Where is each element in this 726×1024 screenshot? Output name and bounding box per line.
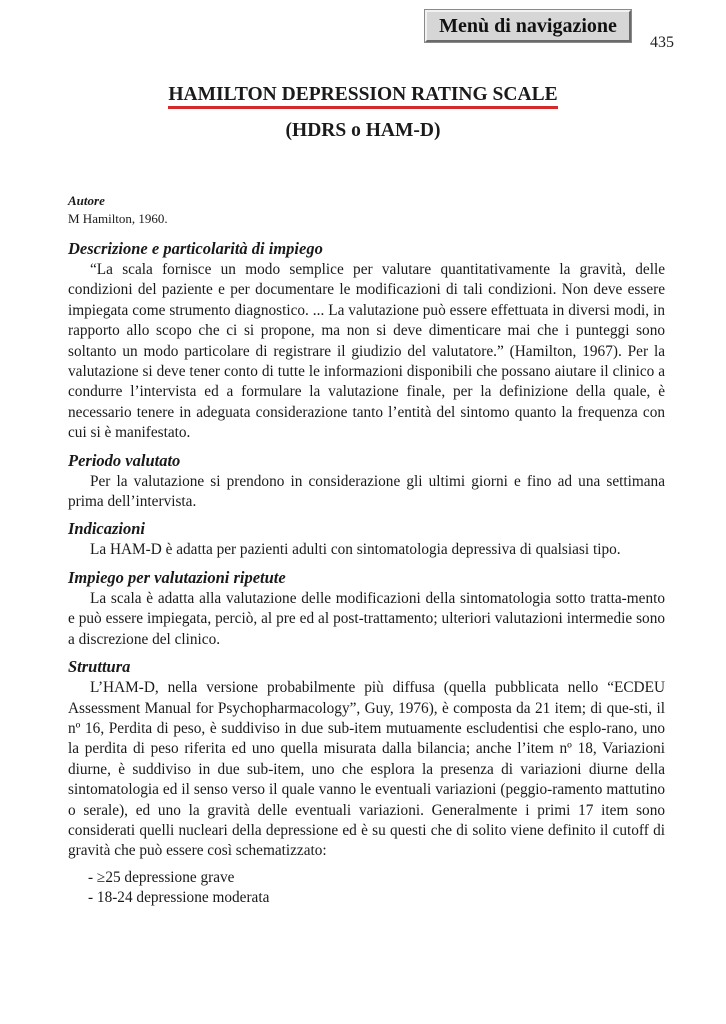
section-text-impiego: La scala è adatta alla valutazione delle modificazioni della sintomatologia sotto tratta-mento e può essere impiegata, perciò, al pre ed al post-trattamento; ulteriori valutazioni intermedie sono a discrezione del clinico. xyxy=(68,589,665,648)
list-item: - 18-24 depressione moderata xyxy=(88,889,270,907)
section-text-periodo: Per la valutazione si prendono in considerazione gli ultimi giorni e fino ad una settimana prima dell’intervista. xyxy=(68,472,665,511)
page-title xyxy=(0,83,726,109)
section-text-descrizione: “La scala fornisce un modo semplice per valutare quantitativamente la gravità, delle condizioni del paziente e per documentare le modificazioni di tali condizioni. Non deve essere impiegata come strumento diagnostico. ... La valutazione può essere effettuata in diversi modi, in rapporto allo scopo che ci si propone, ma non si deve dimenticare mai che i punteggi sono soltanto un modo particolare di registrare il giudizio del valutatore.” (Hamilton, 1967). Per la valutazione si deve tener conto di tutte le informazioni disponibili che possano aiutare il clinico a condurre l’intervista ed a formulare la valutazione finale, per la definizione della quale, è necessario tenere in adeguata considerazione tanto l’entità del sintomo quanto la frequenza con cui si è manifestato. xyxy=(68,261,665,442)
navigation-menu-button[interactable]: Menù di navigazione xyxy=(425,10,631,42)
section-heading-struttura: Struttura xyxy=(68,657,131,677)
section-heading-periodo: Periodo valutato xyxy=(68,450,181,470)
page-title-text: HAMILTON DEPRESSION RATING SCALE xyxy=(168,83,557,109)
author-value: M Hamilton, 1960. xyxy=(68,211,168,226)
document-body xyxy=(68,192,665,909)
author-label: Autore xyxy=(68,193,105,208)
section-heading-indicazioni: Indicazioni xyxy=(68,519,146,539)
section-text-indicazioni: La HAM-D è adatta per pazienti adulti con sintomatologia depressiva di qualsiasi tipo. xyxy=(90,541,621,559)
section-heading-impiego: Impiego per valutazioni ripetute xyxy=(68,567,286,587)
list-item: - ≥25 depressione grave xyxy=(88,868,235,886)
section-text-struttura: L’HAM-D, nella versione probabilmente più diffusa (quella pubblicata nello “ECDEU Assessment Manual for Psychopharmacology”, Guy, 1976), è composta da 21 item; di que-sti, il nº 16, Perdita di peso, è suddiviso in due sub-item mutuamente escludentisi che esplo-rano, uno la perdita di peso riferita ed uno quella misurata dalla bilancia; anche l’item nº 18, Variazioni diurne, è suddiviso in due sub-item, uno che esplora la presenza di variazioni diurne della sintomatologia ed il senso verso il quale vanno le eventuali variazioni (peggio-ramento mattutino o serale), ed uno la gravità delle eventuali variazioni. Generalmente i primi 17 item sono considerati quelli nucleari della depressione ed è su questi che di solito viene definito il cutoff di gravità che può essere così schematizzato: xyxy=(68,679,665,860)
page-subtitle: (HDRS o HAM-D) xyxy=(285,120,441,141)
section-heading-descrizione: Descrizione e particolarità di impiego xyxy=(68,239,323,258)
page-number: 435 xyxy=(650,34,674,51)
